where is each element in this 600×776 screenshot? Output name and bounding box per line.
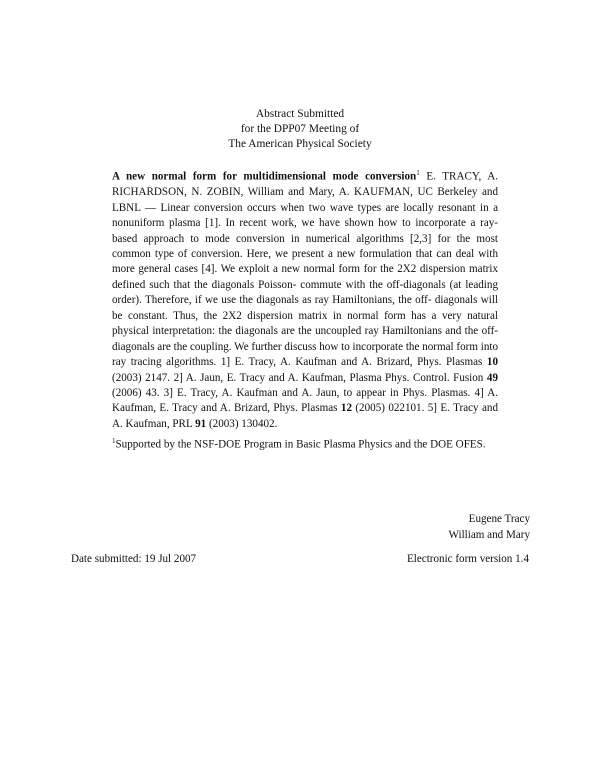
header-line-1: Abstract Submitted — [255, 108, 345, 120]
signature-institution: William and Mary — [448, 528, 530, 541]
footnote — [112, 434, 532, 453]
abstract-authors: E. TRACY, A. RICHARDSON, N. ZOBIN, William and Mary, A. KAUFMAN, UC Berkeley and LBNL — [112, 170, 498, 214]
abstract-body — [112, 166, 498, 432]
header-line-3: The American Physical Society — [228, 138, 372, 150]
meeting-header — [0, 107, 600, 152]
footnote-text: Supported by the NSF-DOE Program in Basic Plasma Physics and the DOE OFES. — [115, 438, 486, 451]
abstract-text-3: (2006) 43. 3] E. Tracy, A. Kaufman and A. Jaun, to appear in Phys. Plasmas. 4] A. Kaufman, E. Tracy and A. Brizard, Phys. Plasmas — [112, 387, 498, 415]
header-line-2: for the DPP07 Meeting of — [240, 123, 360, 135]
volume-3: 12 — [340, 402, 352, 415]
volume-4: 91 — [195, 417, 207, 430]
volume-1: 10 — [486, 356, 498, 369]
abstract-title: A new normal form for multidimensional mode conversion — [112, 170, 417, 183]
form-version: Electronic form version 1.4 — [407, 553, 529, 565]
abstract-text-2: (2003) 2147. 2] A. Jaun, E. Tracy and A. Kaufman, Plasma Phys. Control. Fusion — [112, 371, 487, 384]
abstract-text-1: Linear conversion occurs when two wave types are locally resonant in a nonuniform plasma [1]. In recent work, we have shown how to incorporate a ray-based approach to mode conversion in numerical algorithms [2,3] for the most common type of conversion. Here, we present a new formulation that can deal with more general cases [4]. We exploit a new normal form for the 2X2 dispersion matrix defined such that the diagonals Poisson- commute with the off-diagonals (at leading order). Therefore, if we use the diagonals as ray Hamiltonians, the off- diagonals will be constant. Thus, the 2X2 dispersion matrix in normal form has a very natural physical interpretation: the diagonals are the uncoupled ray Hamiltonians and the off-diagonals are the coupling. We further discuss how to incorporate the normal form into ray tracing algorithms. 1] E. Tracy, A. Kaufman and A. Brizard, Phys. Plasmas — [112, 201, 499, 369]
title-footnote-mark: 1 — [416, 169, 420, 177]
authors-separator: — — [140, 201, 161, 214]
footnote-mark: 1 — [112, 437, 116, 445]
signature-block — [448, 512, 530, 543]
abstract-text-5: (2003) 130402. — [206, 417, 278, 430]
date-submitted: Date submitted: 19 Jul 2007 — [71, 553, 197, 565]
abstract-text-4: (2005) 022101. 5] E. Tracy and A. Kaufman, PRL — [112, 402, 498, 430]
volume-2: 49 — [486, 371, 498, 384]
signature-name: Eugene Tracy — [468, 513, 530, 525]
